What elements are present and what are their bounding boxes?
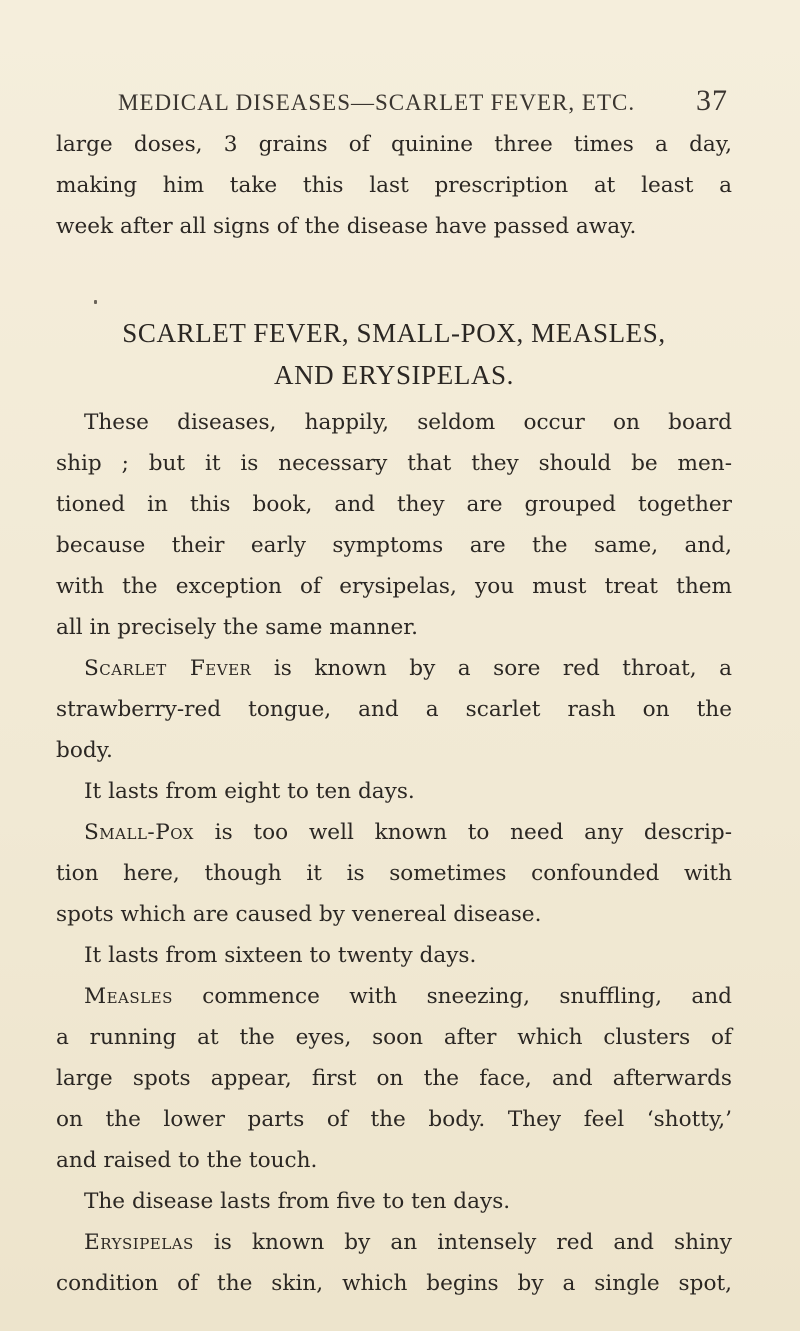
text-line: making him take this last prescription at least a <box>56 173 732 198</box>
scarlet-fever-line-1 <box>56 648 732 689</box>
text-line: because their early symptoms are the same, and, <box>56 533 732 558</box>
section-heading-line-2: AND ERYSIPELAS. <box>273 360 515 390</box>
text-line: with the exception of erysipelas, you must treat them <box>56 574 732 599</box>
running-header <box>88 84 728 118</box>
section-heading <box>56 312 732 396</box>
print-speck <box>94 300 97 304</box>
text-line: large spots appear, first on the face, and afterwards <box>56 1066 732 1091</box>
paragraph-intro-diseases <box>56 402 732 1304</box>
text-line: all in precisely the same manner. <box>56 615 419 640</box>
erysipelas-line-1 <box>56 1222 732 1263</box>
text-line: strawberry-red tongue, and a scarlet rash on the <box>56 697 732 722</box>
intro-paragraph <box>56 124 732 247</box>
text-line: large doses, 3 grains of quinine three times a day, <box>56 132 732 157</box>
measles-line-1 <box>56 976 732 1017</box>
text-fragment: commence with sneezing, snuffling, and <box>172 984 732 1009</box>
text-line: week after all signs of the disease have passed away. <box>56 214 637 239</box>
text-line: on the lower parts of the body. They feel ‘shotty,’ <box>56 1107 732 1132</box>
measles-duration: The disease lasts from five to ten days. <box>84 1189 511 1214</box>
scarlet-fever-duration: It lasts from eight to ten days. <box>84 779 415 804</box>
page-number: 37 <box>696 84 728 117</box>
text-line: These diseases, happily, seldom occur on board <box>84 410 732 435</box>
measles-term: Measles <box>84 984 173 1009</box>
text-line: spots which are caused by venereal disease. <box>56 902 542 927</box>
small-pox-term: Small-Pox <box>84 820 194 845</box>
text-fragment: is known by an intensely red and shiny <box>193 1230 732 1255</box>
text-line: body. <box>56 738 113 763</box>
section-heading-line-1: SCARLET FEVER, SMALL-POX, MEASLES, <box>122 318 666 348</box>
text-line: and raised to the touch. <box>56 1148 318 1173</box>
scarlet-fever-term: Scarlet Fever <box>84 656 252 681</box>
text-line: ship ; but it is necessary that they should be men- <box>56 451 732 476</box>
text-line: condition of the skin, which begins by a single spot, <box>56 1271 732 1296</box>
small-pox-duration: It lasts from sixteen to twenty days. <box>84 943 477 968</box>
running-title: MEDICAL DISEASES—SCARLET FEVER, ETC. <box>118 90 636 115</box>
text-fragment: is known by a sore red throat, a <box>251 656 732 681</box>
text-line: tion here, though it is sometimes confounded with <box>56 861 732 886</box>
text-fragment: is too well known to need any descrip- <box>193 820 732 845</box>
text-line: tioned in this book, and they are grouped together <box>56 492 732 517</box>
erysipelas-term: Erysipelas <box>84 1230 194 1255</box>
text-line: a running at the eyes, soon after which clusters of <box>56 1025 732 1050</box>
small-pox-line-1 <box>56 812 732 853</box>
